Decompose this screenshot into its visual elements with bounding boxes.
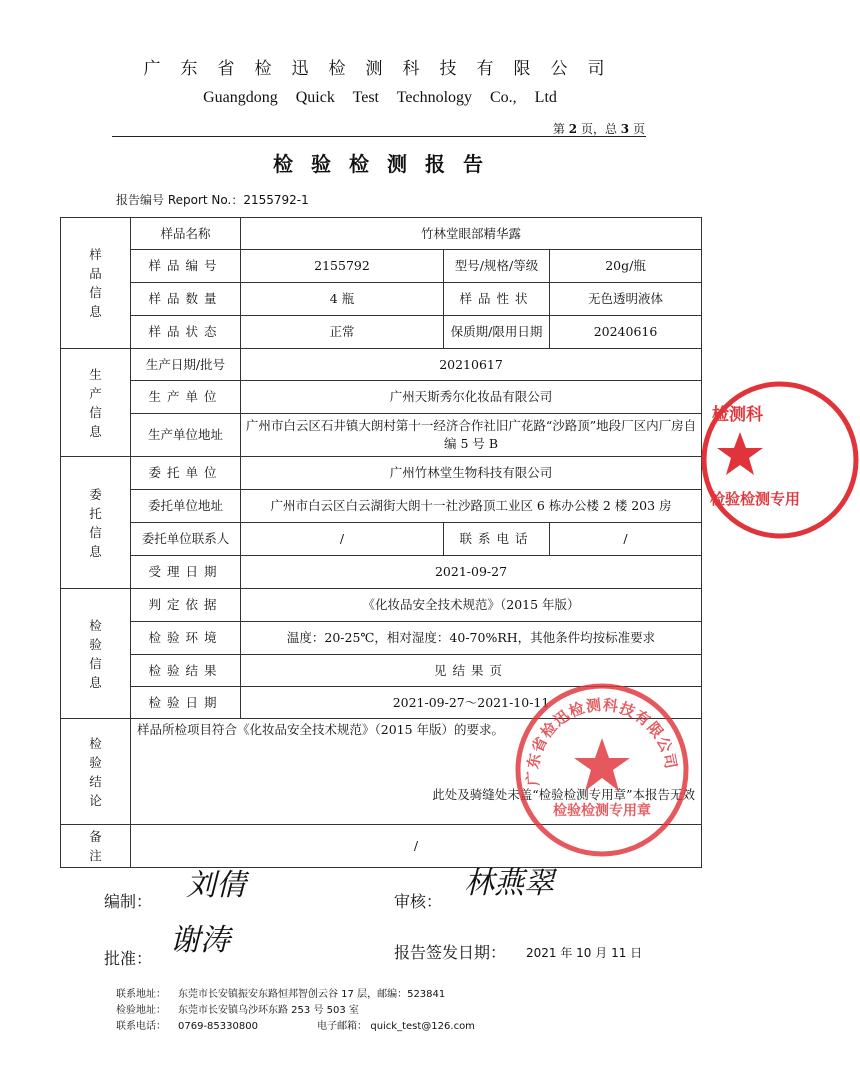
- label-accept-date: 受理日期: [131, 556, 241, 589]
- approver-signature: 谢涛: [170, 923, 230, 958]
- report-number: 报告编号 Report No.：2155792-1: [116, 193, 309, 207]
- issue-date: 2021 年 10 月 11 日: [526, 946, 643, 960]
- report-title: 检验检测报告: [273, 152, 501, 176]
- label-sample-state: 样品状态: [131, 316, 241, 349]
- issue-date-label: 报告签发日期：: [394, 943, 507, 962]
- value-sample-state: 正常: [241, 316, 444, 349]
- label-sample-qty: 样品数量: [131, 283, 241, 316]
- group-client: 委 托 信 息: [61, 457, 131, 589]
- label-env: 检验环境: [131, 622, 241, 655]
- label-prod-addr: 生产单位地址: [131, 414, 241, 457]
- value-prod-addr: 广州市白云区石井镇大朗村第十一经济合作社旧广花路“沙路顶”地段厂区内厂房自编 5 号 B: [241, 414, 702, 457]
- value-prod-unit: 广州天斯秀尔化妆品有限公司: [241, 381, 702, 414]
- value-sample-code: 2155792: [241, 250, 444, 283]
- group-production: 生 产 信 息: [61, 349, 131, 457]
- side-seal-top-text: 检测科: [712, 405, 763, 425]
- label-sample-name: 样品名称: [131, 218, 241, 250]
- label-client-contact: 委托单位联系人: [131, 523, 241, 556]
- seal-sub-text: 检验检测专用章: [553, 803, 651, 819]
- label-client-unit: 委托单位: [131, 457, 241, 490]
- value-accept-date: 2021-09-27: [241, 556, 702, 589]
- label-model: 型号/规格/等级: [444, 250, 550, 283]
- conclusion-note: 此处及骑缝处未盖“检验检测专用章”本报告无效: [432, 787, 696, 802]
- value-expiry: 20240616: [550, 316, 702, 349]
- value-result: 见结果页: [241, 655, 702, 687]
- label-client-phone: 联系电话: [444, 523, 550, 556]
- company-seal-stamp: [512, 680, 692, 860]
- value-client-contact: /: [241, 523, 444, 556]
- editor-signature: 刘倩: [186, 868, 246, 903]
- value-sample-prop: 无色透明液体: [550, 283, 702, 316]
- value-remark: /: [131, 825, 702, 868]
- value-client-addr: 广州市白云区白云湖街大朗十一社沙路顶工业区 6 栋办公楼 2 楼 203 房: [241, 490, 702, 523]
- value-model: 20g/瓶: [550, 250, 702, 283]
- value-prod-date: 20210617: [241, 349, 702, 381]
- value-insp-date: 2021-09-27～2021-10-11: [241, 687, 702, 719]
- value-client-unit: 广州竹林堂生物科技有限公司: [241, 457, 702, 490]
- value-sample-name: 竹林堂眼部精华露: [241, 218, 702, 250]
- group-sample: 样 品 信 息: [61, 218, 131, 349]
- label-sample-prop: 样品性状: [444, 283, 550, 316]
- label-insp-date: 检验日期: [131, 687, 241, 719]
- reviewer-label: 审核：: [394, 892, 443, 911]
- side-seal-stamp: [700, 380, 801, 540]
- value-basis: 《化妆品安全技术规范》（2015 年版）: [241, 589, 702, 622]
- label-result: 检验结果: [131, 655, 241, 687]
- company-name-en: Guangdong Quick Test Technology Co., Ltd: [203, 89, 557, 106]
- report-number-value: 2155792-1: [243, 193, 309, 207]
- value-sample-qty: 4 瓶: [241, 283, 444, 316]
- approver-label: 批准：: [104, 949, 153, 968]
- page-total: 3: [620, 122, 630, 136]
- footer-address: 联系地址： 东莞市长安镇振安东路恒邦智创云谷 17 层，邮编：523841: [116, 989, 446, 1000]
- editor-label: 编制：: [104, 892, 153, 911]
- footer-email: quick_test@126.com: [370, 1021, 475, 1032]
- page-current: 2: [568, 122, 578, 136]
- label-basis: 判定依据: [131, 589, 241, 622]
- footer-contact: 联系电话： 0769-85330800 电子邮箱： quick_test@126.com: [116, 1021, 475, 1032]
- group-inspection: 检 验 信 息: [61, 589, 131, 719]
- label-client-addr: 委托单位地址: [131, 490, 241, 523]
- conclusion-text: 样品所检项目符合《化妆品安全技术规范》（2015 年版）的要求。: [137, 722, 505, 737]
- group-conclusion: 检 验 结 论: [61, 719, 131, 825]
- company-name-cn: 广东省检迅检测科技有限公司: [143, 59, 625, 79]
- footer-lab-address: 检验地址： 东莞市长安镇乌沙环东路 253 号 503 室: [116, 1005, 359, 1016]
- label-prod-date: 生产日期/批号: [131, 349, 241, 381]
- value-client-phone: /: [550, 523, 702, 556]
- header-rule: [112, 136, 646, 137]
- label-expiry: 保质期/限用日期: [444, 316, 550, 349]
- page-indicator: 第 2 页，总 3 页: [552, 122, 645, 136]
- reviewer-signature: 林燕翠: [464, 866, 554, 901]
- side-seal-bottom-text: 检验检测专用: [710, 490, 801, 508]
- value-env: 温度：20-25℃，相对湿度：40-70%RH，其他条件均按标准要求: [241, 622, 702, 655]
- group-remark: 备 注: [61, 825, 131, 868]
- seal-arc-text: 广东省检迅检测科技有限公司: [523, 695, 681, 787]
- label-sample-code: 样品编号: [131, 250, 241, 283]
- label-prod-unit: 生产单位: [131, 381, 241, 414]
